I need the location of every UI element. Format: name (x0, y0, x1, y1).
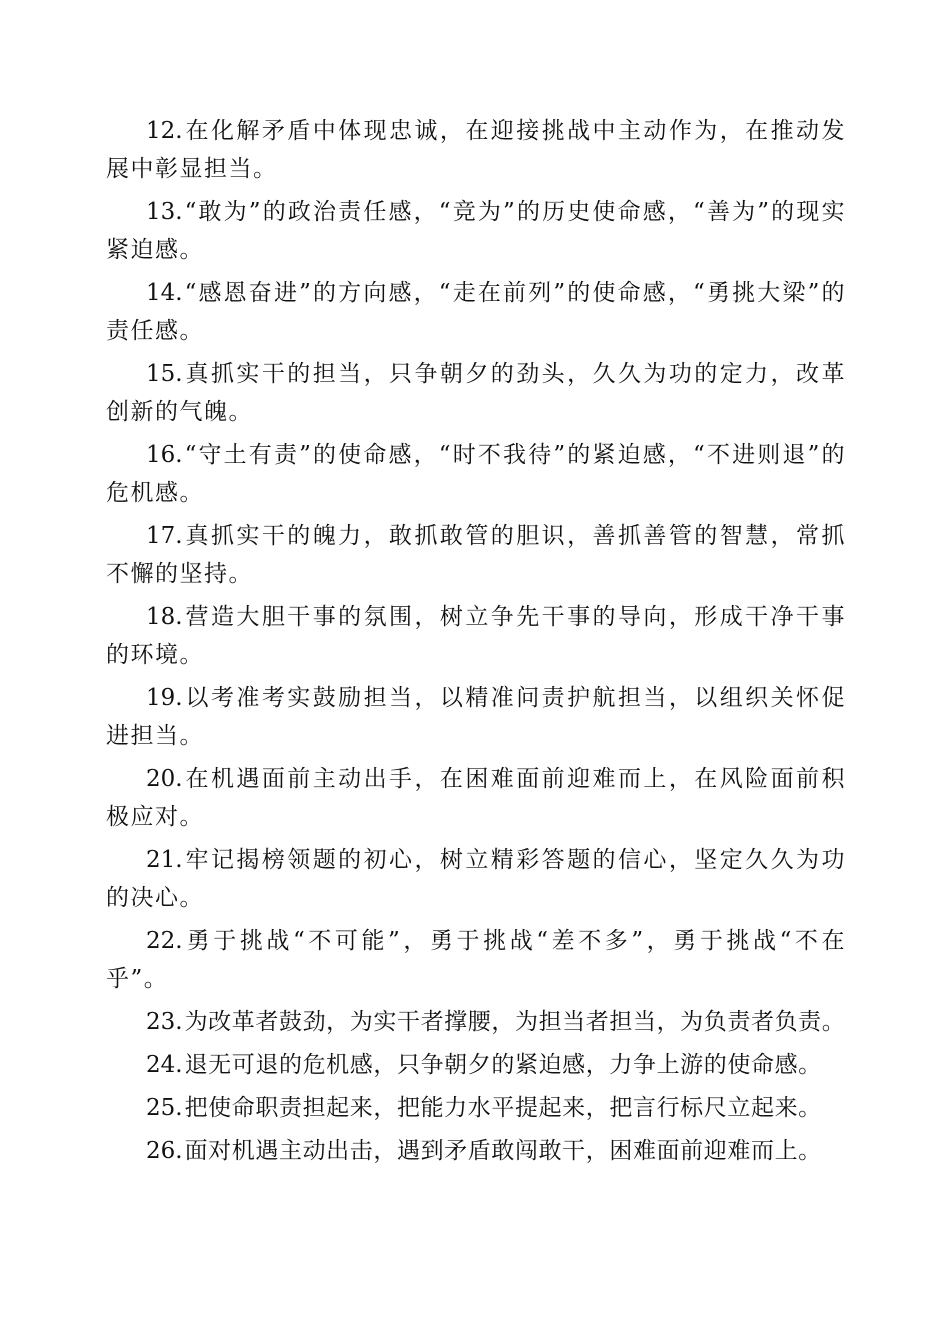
list-item-14 (106, 274, 846, 350)
list-item-23 (106, 1003, 846, 1041)
list-item-19 (106, 679, 846, 755)
item-text: 在化解矛盾中体现忠诚，在迎接挑战中主动作为，在推动发展中彰显担当。 (106, 118, 846, 182)
list-item-24 (106, 1046, 846, 1084)
list-item-13 (106, 193, 846, 269)
item-text: 把使命职责担起来，把能力水平提起来，把言行标尺立起来。 (184, 1095, 822, 1121)
item-number: 26. (146, 1138, 183, 1164)
item-number: 24. (146, 1052, 183, 1078)
list-item-21 (106, 841, 846, 917)
item-text: 面对机遇主动出击，遇到矛盾敢闯敢干，困难面前迎难而上。 (184, 1138, 822, 1164)
item-number: 21. (146, 847, 183, 873)
item-number: 15. (146, 361, 183, 387)
list-item-16 (106, 436, 846, 512)
item-text: “敢为”的政治责任感，“竞为”的历史使命感，“善为”的现实紧迫感。 (106, 199, 846, 263)
list-item-26 (106, 1132, 846, 1170)
document-body (106, 112, 846, 1175)
item-number: 17. (146, 523, 183, 549)
item-text: 牢记揭榜领题的初心，树立精彩答题的信心，坚定久久为功的决心。 (106, 847, 846, 911)
item-number: 13. (146, 199, 183, 225)
list-item-18 (106, 598, 846, 674)
item-number: 25. (146, 1095, 183, 1121)
item-number: 20. (146, 766, 183, 792)
item-text: 以考准考实鼓励担当，以精准问责护航担当，以组织关怀促进担当。 (106, 685, 846, 749)
item-number: 22. (146, 928, 183, 954)
item-number: 14. (146, 280, 183, 306)
item-text: 在机遇面前主动出手，在困难面前迎难而上，在风险面前积极应对。 (106, 766, 846, 830)
item-number: 23. (146, 1009, 183, 1035)
item-text: 真抓实干的魄力，敢抓敢管的胆识，善抓善管的智慧，常抓不懈的坚持。 (106, 523, 846, 587)
list-item-22 (106, 922, 846, 998)
item-number: 16. (146, 442, 183, 468)
list-item-12 (106, 112, 846, 188)
list-item-25 (106, 1089, 846, 1127)
item-number: 18. (146, 604, 183, 630)
item-text: 营造大胆干事的氛围，树立争先干事的导向，形成干净干事的环境。 (106, 604, 846, 668)
item-number: 19. (146, 685, 183, 711)
item-number: 12. (146, 118, 183, 144)
list-item-17 (106, 517, 846, 593)
item-text: 退无可退的危机感，只争朝夕的紧迫感，力争上游的使命感。 (184, 1052, 822, 1078)
item-text: 为改革者鼓劲，为实干者撑腰，为担当者担当，为负责者负责。 (184, 1009, 846, 1035)
list-item-20 (106, 760, 846, 836)
item-text: “感恩奋进”的方向感，“走在前列”的使命感，“勇挑大梁”的责任感。 (106, 280, 846, 344)
list-item-15 (106, 355, 846, 431)
item-text: 真抓实干的担当，只争朝夕的劲头，久久为功的定力，改革创新的气魄。 (106, 361, 846, 425)
item-text: 勇于挑战“不可能”，勇于挑战“差不多”，勇于挑战“不在乎”。 (106, 928, 846, 992)
item-text: “守土有责”的使命感，“时不我待”的紧迫感，“不进则退”的危机感。 (106, 442, 846, 506)
